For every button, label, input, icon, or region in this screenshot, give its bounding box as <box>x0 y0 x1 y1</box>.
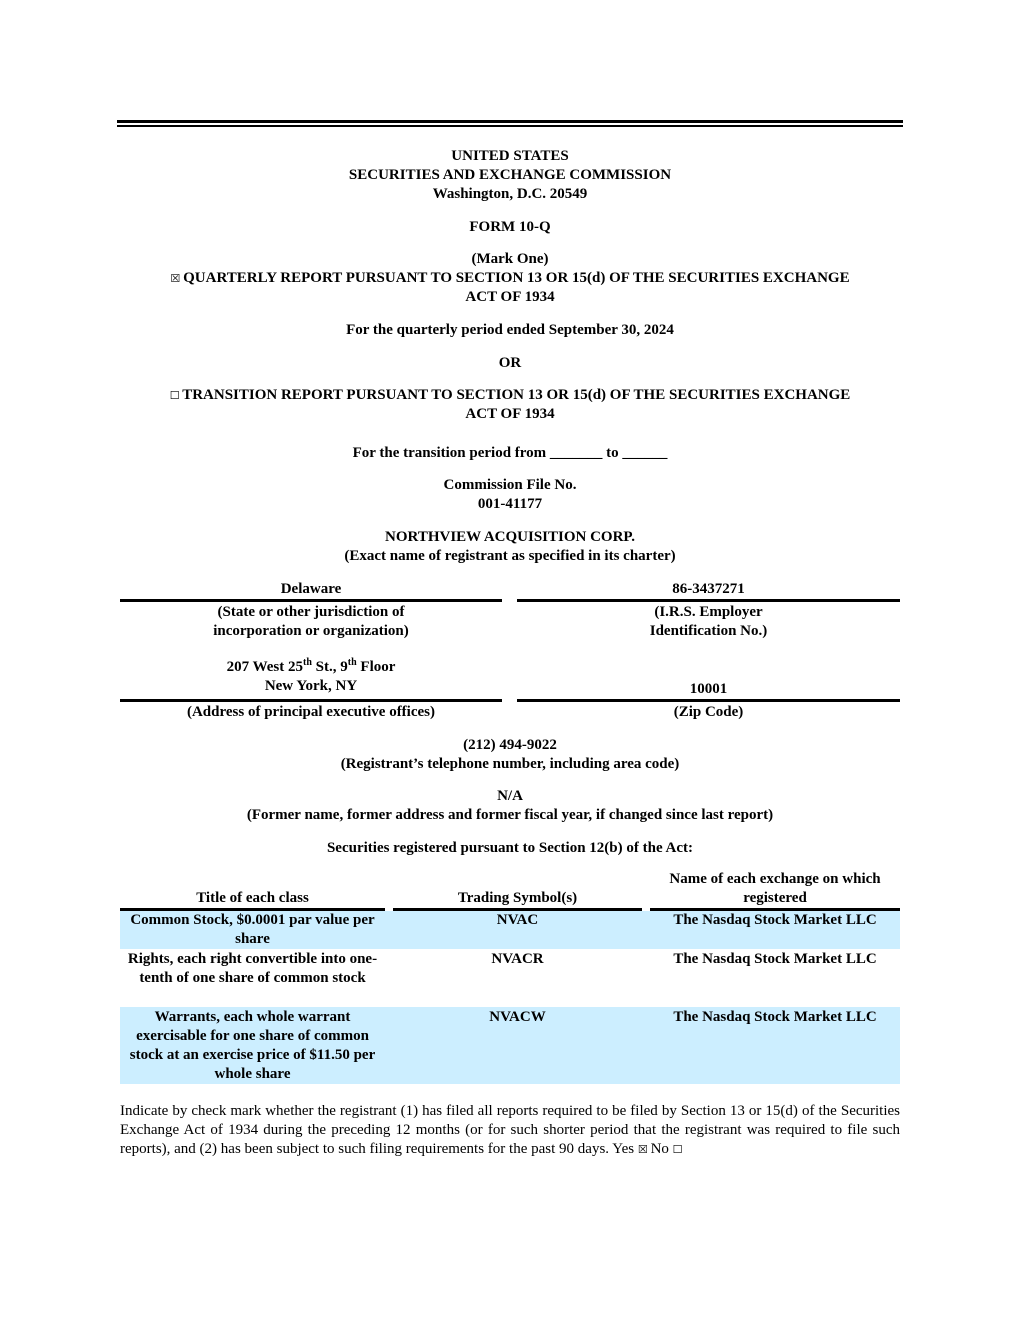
form-title: FORM 10-Q <box>469 219 551 235</box>
securities-header-row <box>120 870 900 911</box>
table-row <box>120 1007 900 1084</box>
table-row <box>120 911 900 949</box>
transition-report-line <box>120 386 900 405</box>
securities-table <box>120 870 900 1084</box>
registrant-name-caption: (Exact name of registrant as specified in its charter) <box>344 548 676 564</box>
yes-checkbox-icon[interactable]: ☒ <box>637 1143 648 1156</box>
header-line2: SECURITIES AND EXCHANGE COMMISSION <box>348 167 672 183</box>
registrant-name-block <box>120 528 900 566</box>
exchange-cell: The Nasdaq Stock Market LLC <box>673 951 877 967</box>
address-caption: (Address of principal executive offices) <box>186 704 435 720</box>
no-label: No <box>650 1141 669 1157</box>
phone-number: (212) 494-9022 <box>463 737 557 753</box>
zip-value: 10001 <box>689 681 728 697</box>
header-exchange: Name of each exchange on which registered <box>650 870 900 911</box>
registrant-name: NORTHVIEW ACQUISITION CORP. <box>385 529 635 545</box>
quarterly-period: For the quarterly period ended September 30, 2024 <box>346 322 674 338</box>
ein-caption-line2: Identification No.) <box>649 623 768 639</box>
yes-label: Yes <box>612 1141 635 1157</box>
transition-block <box>120 386 900 424</box>
security-title-cell: Warrants, each whole warrant exercisable for one share of common stock at an exercise price of $11.50 per whole share <box>120 1007 385 1084</box>
former-name: N/A <box>497 788 523 804</box>
security-title-cell: Common Stock, $0.0001 par value per share <box>120 911 385 949</box>
phone-caption: (Registrant’s telephone number, including area code) <box>340 756 680 772</box>
quarterly-report-act: ACT OF 1934 <box>465 289 555 305</box>
security-title-cell: Rights, each right convertible into one-tenth of one share of common stock <box>127 951 378 986</box>
quarterly-checkbox-icon[interactable]: ☒ <box>170 272 181 285</box>
quarterly-report-line <box>120 269 900 288</box>
table-row <box>120 949 900 1007</box>
trading-symbol-cell: NVAC <box>393 911 642 949</box>
transition-period: For the transition period from _______ to ______ <box>352 445 668 461</box>
transition-report-text: TRANSITION REPORT PURSUANT TO SECTION 13 OR 15(d) OF THE SECURITIES EXCHANGE <box>182 387 851 403</box>
transition-checkbox-icon[interactable]: ☐ <box>169 389 180 402</box>
indicate-text: Indicate by check mark whether the registrant (1) has filed all reports required to be filed by Section 13 or 15(d) of the Securities Exchange Act of 1934 during the preceding 12 months (or for such shorter period that the registrant was required to file such reports), and (2) has been subject to such filing requirements for the past 90 days. <box>120 1103 900 1157</box>
commission-label: Commission File No. <box>443 477 577 493</box>
state-caption <box>120 603 502 641</box>
exchange-cell: The Nasdaq Stock Market LLC <box>650 1007 900 1084</box>
quarterly-report-text: QUARTERLY REPORT PURSUANT TO SECTION 13 OR 15(d) OF THE SECURITIES EXCHANGE <box>183 270 850 286</box>
ein-caption-line1: (I.R.S. Employer <box>654 604 763 620</box>
zip-underline <box>517 699 900 702</box>
header-trading-symbol: Trading Symbol(s) <box>393 870 642 911</box>
ein-value: 86-3437271 <box>672 581 745 597</box>
securities-title: Securities registered pursuant to Section 12(b) of the Act: <box>326 840 694 856</box>
commission-block <box>120 476 900 514</box>
no-checkbox-icon[interactable]: ☐ <box>672 1143 683 1156</box>
address-value <box>120 658 502 696</box>
exchange-cell: The Nasdaq Stock Market LLC <box>650 911 900 949</box>
header-line3: Washington, D.C. 20549 <box>432 186 588 202</box>
header-title-class: Title of each class <box>120 870 385 911</box>
trading-symbol-cell: NVACW <box>393 1007 642 1084</box>
state-caption-line1: (State or other jurisdiction of <box>217 604 405 620</box>
transition-report-act: ACT OF 1934 <box>465 406 555 422</box>
trading-symbol-cell: NVACR <box>491 951 544 967</box>
address-city: New York, NY <box>264 678 358 694</box>
mark-one-block <box>120 250 900 307</box>
indicate-paragraph <box>120 1102 900 1159</box>
former-name-caption: (Former name, former address and former fiscal year, if changed since last report) <box>246 807 774 823</box>
commission-number: 001-41177 <box>477 496 543 512</box>
former-name-block <box>120 787 900 825</box>
state-underline <box>120 599 502 602</box>
or-separator: OR <box>498 355 522 371</box>
address-underline <box>120 699 502 702</box>
ein-underline <box>517 599 900 602</box>
header-line1: UNITED STATES <box>451 148 569 164</box>
phone-block <box>120 736 900 774</box>
top-double-rule <box>117 120 903 127</box>
ein-caption <box>517 603 900 641</box>
header-block <box>120 147 900 204</box>
state-caption-line2: incorporation or organization) <box>213 623 409 639</box>
address-street: 207 West 25th St., 9th Floor <box>226 657 396 675</box>
zip-caption: (Zip Code) <box>673 704 744 720</box>
state-value: Delaware <box>280 581 342 597</box>
mark-one-label: (Mark One) <box>471 251 549 267</box>
